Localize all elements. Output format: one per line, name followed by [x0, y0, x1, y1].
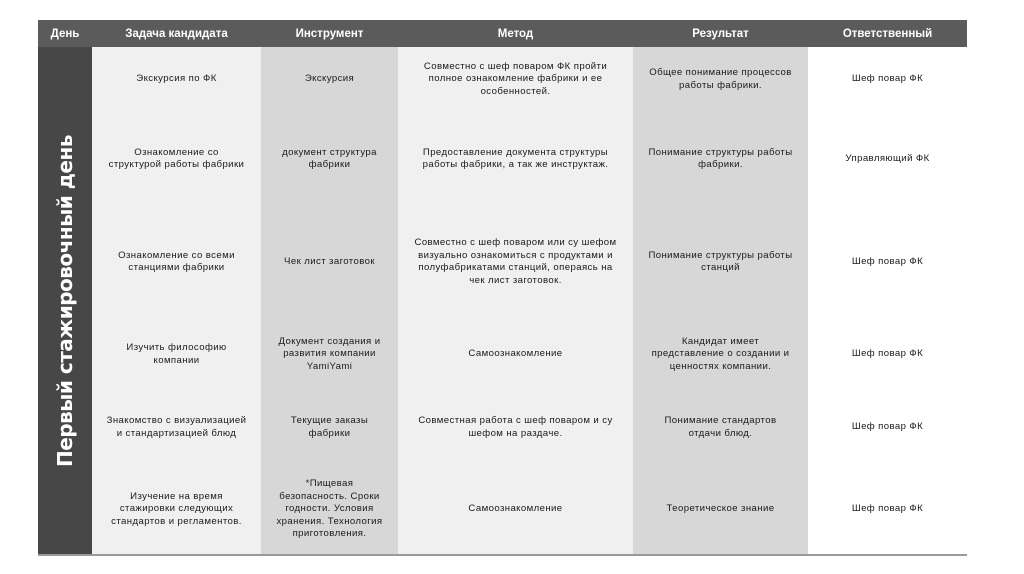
cell-task: Изучить философию компании: [92, 318, 261, 391]
cell-task: Ознакомление со всеми станциями фабрики: [92, 206, 261, 318]
cell-task: Изучение на время стажировки следующих стандартов и регламентов.: [92, 464, 261, 555]
cell-tool: Чек лист заготовок: [261, 206, 398, 318]
cell-responsible: Шеф повар ФК: [808, 318, 967, 391]
cell-result: Кандидат имеет представление о создании и ценностях компании.: [633, 318, 808, 391]
cell-method: Совместно с шеф поваром или су шефом визуально ознакомиться с продуктами и полуфабрикатами станций, операясь на чек лист заготовок.: [398, 206, 633, 318]
day-cell: [38, 47, 92, 555]
cell-responsible: Шеф повар ФК: [808, 47, 967, 112]
cell-task: Знакомство с визуализацией и стандартизацией блюд: [92, 391, 261, 464]
header-method: Метод: [497, 27, 534, 40]
cell-method: Совместная работа с шеф поваром и су шефом на раздаче.: [398, 391, 633, 464]
cell-responsible: Управляющий ФК: [808, 112, 967, 206]
cell-task: Ознакомление со структурой работы фабрики: [92, 112, 261, 206]
table-header: [38, 20, 967, 47]
cell-responsible: Шеф повар ФК: [808, 206, 967, 318]
cell-method: Самоознакомление: [398, 464, 633, 555]
table-bottom-rule: [38, 554, 967, 556]
header-day: День: [50, 27, 80, 40]
cell-result: Понимание стандартов отдачи блюд.: [633, 391, 808, 464]
cell-result: Понимание структуры работы фабрики.: [633, 112, 808, 206]
cell-tool: *Пищевая безопасность. Сроки годности. Условия хранения. Технология приготовления.: [261, 464, 398, 555]
day-label: Первый стажировочный день: [53, 135, 77, 467]
cell-result: Теоретическое знание: [633, 464, 808, 555]
cell-result: Общее понимание процессов работы фабрики.: [633, 47, 808, 112]
cell-task: Экскурсия по ФК: [92, 47, 261, 112]
cell-tool: Документ создания и развития компании YamiYami: [261, 318, 398, 391]
cell-responsible: Шеф повар ФК: [808, 391, 967, 464]
cell-tool: Экскурсия: [261, 47, 398, 112]
header-responsible: Ответственный: [842, 27, 933, 40]
cell-tool: Текущие заказы фабрики: [261, 391, 398, 464]
training-plan-table: [38, 20, 967, 555]
cell-method: Совместно с шеф поваром ФК пройти полное ознакомление фабрики и ее особенностей.: [398, 47, 633, 112]
cell-responsible: Шеф повар ФК: [808, 464, 967, 555]
cell-result: Понимание структуры работы станций: [633, 206, 808, 318]
table-body: [38, 47, 967, 555]
cell-tool: документ структура фабрики: [261, 112, 398, 206]
cell-method: Самоознакомление: [398, 318, 633, 391]
cell-method: Предоставление документа структуры работы фабрики, а так же инструктаж.: [398, 112, 633, 206]
header-result: Результат: [692, 27, 749, 40]
header-tool: Инструмент: [295, 27, 364, 40]
header-task: Задача кандидата: [125, 27, 228, 40]
